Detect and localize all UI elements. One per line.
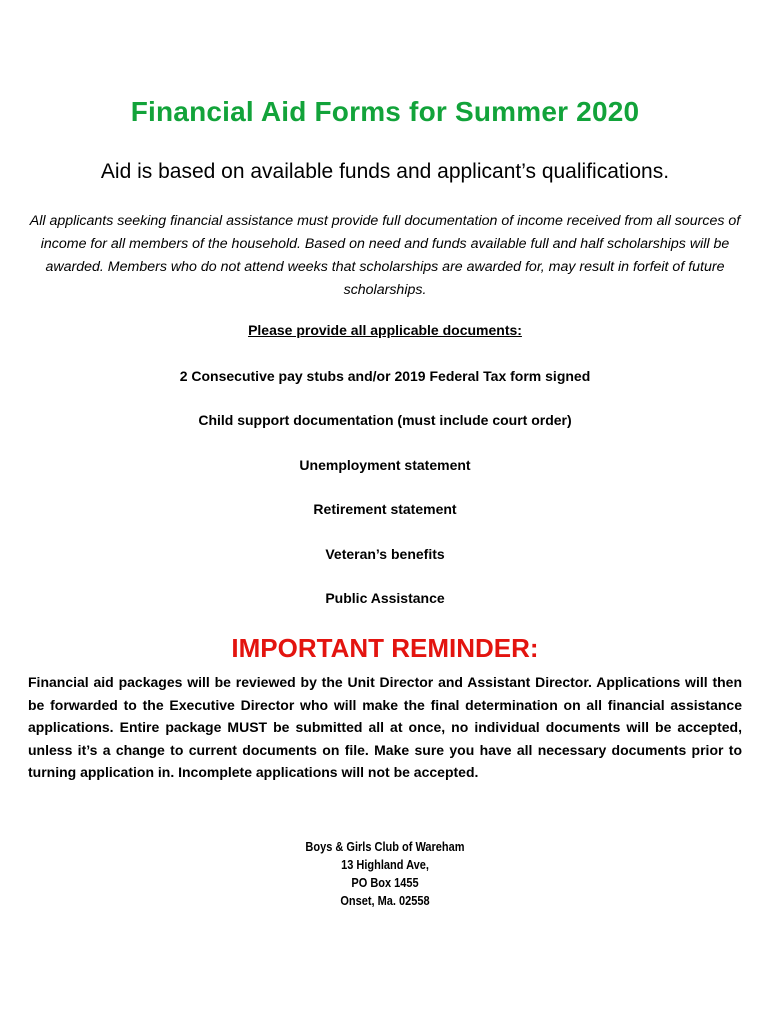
address-block [46,838,724,910]
document-item: 2 Consecutive pay stubs and/or 2019 Federal Tax form signed [179,368,591,384]
document-item: Veteran’s benefits [325,545,445,562]
document-item: Unemployment statement [299,456,471,473]
document-item: Public Assistance [325,589,445,606]
reminder-heading: IMPORTANT REMINDER: [231,633,539,663]
document-item: Retirement statement [313,501,457,518]
address-po-box: PO Box 1455 [351,876,419,890]
intro-paragraph: All applicants seeking financial assistance must provide full documentation of income received from all sources of income for all members of the household. Based on need and funds available full and half scholarships will be awarded. Members who do not attend weeks that scholarships are awarded for, may result in forfeit of future scholarships. [29,213,741,298]
page-subtitle: Aid is based on available funds and applicant’s qualifications. [100,160,670,183]
address-street: 13 Highland Ave, [341,858,429,872]
address-city: Onset, Ma. 02558 [340,894,430,908]
documents-heading: Please provide all applicable documents: [248,322,522,338]
page-title: Financial Aid Forms for Summer 2020 [130,96,640,127]
documents-list [0,366,770,632]
document-item: Child support documentation (must include court order) [198,412,572,429]
reminder-paragraph: Financial aid packages will be reviewed by the Unit Director and Assistant Director. Applications will then be forwarded to the Executive Director who will make the final determination on all financial assistance applications. Entire package MUST be submitted all at once, no individual documents will be accepted, unless it’s a change to current documents on file. Make sure you have all necessary documents prior to turning application in. Incomplete applications will not be accepted. [28,674,742,780]
address-organization: Boys & Girls Club of Wareham [305,840,465,854]
